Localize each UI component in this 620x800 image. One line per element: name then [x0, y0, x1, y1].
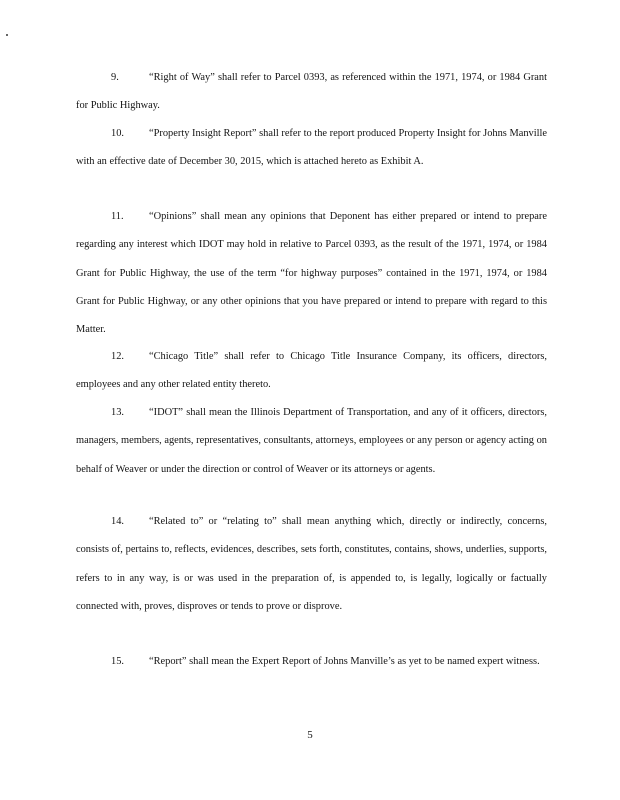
paragraph-text: “Chicago Title” shall refer to Chicago Title Insurance Company, its officers, directors, employees and any other related entity thereto. [76, 351, 547, 391]
definition-paragraph-14 [76, 508, 547, 621]
paragraph-number: 9. [111, 72, 119, 83]
paragraph-number: 14. [111, 516, 124, 527]
paragraph-number: 15. [111, 656, 124, 667]
definition-paragraph-10 [76, 120, 547, 177]
definition-paragraph-15 [76, 655, 547, 668]
paragraph-text: “Report” shall mean the Expert Report of Johns Manville’s as yet to be named expert witness. [149, 656, 540, 667]
paragraph-number: 10. [111, 128, 124, 139]
paragraph-text: “IDOT” shall mean the Illinois Department of Transportation, and any of it officers, directors, managers, members, agents, representatives, consultants, attorneys, employees or any person or agency acting on behalf of Weaver or under the direction or control of Weaver or its attorneys or agents. [76, 407, 547, 475]
paragraph-number: 11. [111, 211, 124, 222]
definition-paragraph-9 [76, 64, 547, 121]
paragraph-text: “Right of Way” shall refer to Parcel 0393, as referenced within the 1971, 1974, or 1984 Grant for Public Highway. [76, 72, 547, 112]
definition-paragraph-13 [76, 399, 547, 484]
paragraph-text: “Opinions” shall mean any opinions that Deponent has either prepared or intend to prepare regarding any interest which IDOT may hold in relative to Parcel 0393, as the result of the 1971, 1974, or 1984 Grant for Public Highway, the use of the term “for highway purposes” contained in the 1971, 1974, or 1984 Grant for Public Highway, or any other opinions that you have prepared or intend to prepare with regard to this Matter. [76, 211, 547, 336]
definition-paragraph-12 [76, 343, 547, 400]
scan-artifact [6, 34, 8, 36]
paragraph-number: 12. [111, 351, 124, 362]
paragraph-text: “Related to” or “relating to” shall mean anything which, directly or indirectly, concerns, consists of, pertains to, reflects, evidences, describes, sets forth, constitutes, contains, shows, underlies, supports, refers to in any way, is or was used in the preparation of, is appended to, is legally, logically or factually connected with, proves, disproves or tends to prove or disprove. [76, 516, 547, 612]
paragraph-text: “Property Insight Report” shall refer to the report produced Property Insight for Johns Manville with an effective date of December 30, 2015, which is attached hereto as Exhibit A. [76, 128, 547, 168]
paragraph-number: 13. [111, 407, 124, 418]
page-number: 5 [307, 729, 313, 741]
definition-paragraph-11 [76, 203, 547, 344]
